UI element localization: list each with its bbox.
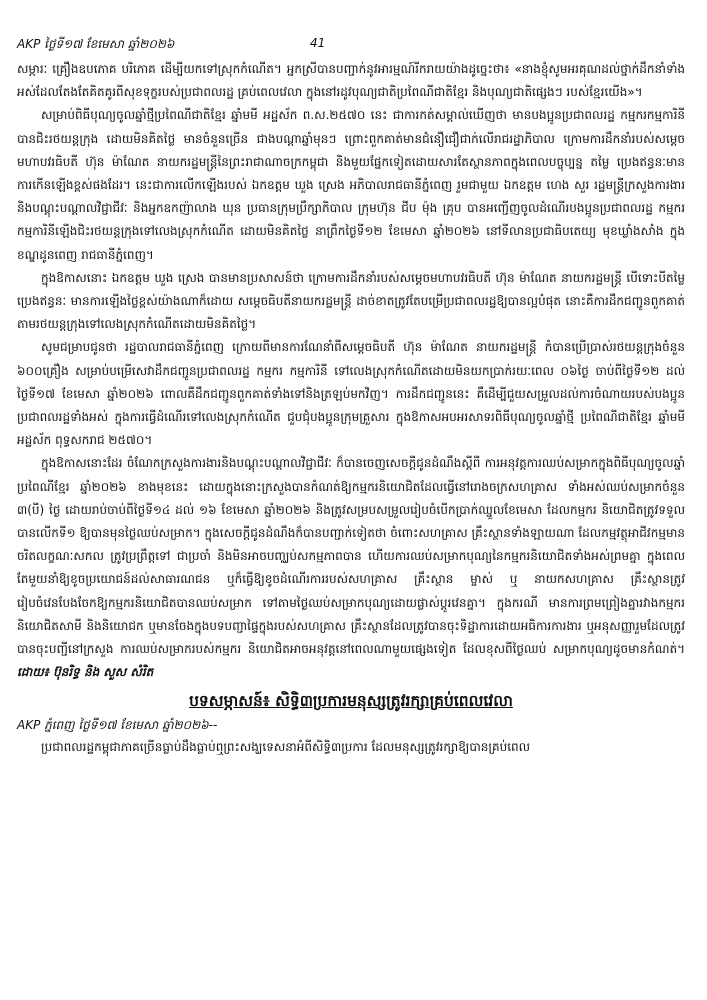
paragraph-2: សម្រាប់ពិធីបុណ្យចូលឆ្នាំថ្មីប្រពៃណីជាតិខ្មែរ ឆ្នាំមមី អដ្ឋស័ក ព.ស.២៥៧០ នេះ ជាការកត់សម្គាល់ឃើញថា មានបងប្អូនប្រជាពលរដ្ឋ កម្មករកម្មការិនី បានជិះរថយន្តក្រុង ដោយមិនគិតថ្លៃ មានចំនួនច្រើន ជាងបណ្តាឆ្នាំមុនៗ ព្រោះពួកគាត់មានជំនឿជឿជាក់លើរាជរដ្ឋាភិបាល ក្រោមការដឹកនាំរបស់សម្តេចមហាបវរធិបតី ហ៊ុន ម៉ាណែត នាយករដ្ឋមន្ត្រីនៃព្រះរាជាណាចក្រកម្ពុជា និងមួយផ្នែកទៀតដោយសារតែស្ថានភាពក្នុងពេលបច្ចុប្បន្ន តម្លៃ ប្រេងឥន្ធនៈមានការកើនឡើងខ្ពស់ផងដែរ។ នេះជាការលើកឡើងរបស់ ឯកឧត្តម ឃួង ស្រេង អភិបាលរាជធានីភ្នំពេញ រួមជាមួយ ឯកឧត្តម ហេង សួរ រដ្ឋមន្ត្រីក្រសួងការងារ និងបណ្តុះបណ្តាលវិជ្ជាជីវៈ និងអ្នកឧកញ៉ាលាង ឃុន ប្រធានក្រុមប្រឹក្សាភិបាល ក្រុមហ៊ុន ជីប ម៉ុង គ្រុប បានអញ្ជើញចូលដំណើរបងប្អូនប្រជាពលរដ្ឋ កម្មករ កម្មការិនីឡើងជិះរថយន្តក្រុងទៅលេងស្រុកកំណើត ដោយមិនគិតថ្លៃ នាព្រឹកថ្ងៃទី១២ ខែមេសា ឆ្នាំ២០២៦ នៅទីលានប្រជាធិបតេយ្យ មុខឃ្លាំងសាំង ក្នុងខណ្ឌដូនពេញ រាជធានីភ្នំពេញ។ xyxy=(17,108,685,262)
page-number: 41 xyxy=(310,36,326,50)
paragraph-1: សម្ភារៈ គ្រឿងឧបភោគ បរិភោគ ដើម្បីយកទៅស្រុកកំណើត។ អ្នកស្រីបានបញ្ជាក់នូវអារម្មណ៍រីករាយយ៉ាងដូច្នេះថា៖ «នាងខ្ញុំសូមអរគុណដល់ថ្នាក់ដឹកនាំទាំងអស់ដែលតែងតែគិតគូរពីសុខទុក្ខរបស់ប្រជាពលរដ្ឋ គ្រប់ពេលវេលា ក្នុងនៅរដូវបុណ្យជាតិប្រពៃណីជាតិខ្មែរ និងបុណ្យជាតិផ្សេងៗ របស់ខ្មែរយើង»។ xyxy=(17,62,685,100)
article-dateline: AKP ភ្នំពេញ ថ្ងៃទី១៧ ខែមេសា ឆ្នាំ២០២៦-- xyxy=(17,718,218,733)
paragraph-3: ក្នុងឱកាសនោះ ឯកឧត្តម ឃួង ស្រេង បានមានប្រសាសន៍ថា ក្រោមការដឹកនាំរបស់សម្តេចមហាបវរធិបតី ហ៊ុន ម៉ាណែត នាយករដ្ឋមន្ត្រី បើទោះបីតម្លៃប្រេងឥន្ធនៈ មានការឡើងថ្លៃខ្ពស់យ៉ាងណាក៏ដោយ សម្តេចធិបតីនាយករដ្ឋមន្ត្រី ដាច់ខាតត្រូវតែបម្រើប្រជាពលរដ្ឋឱ្យបានល្អបំផុត នោះគឺការដឹកជញ្ជូនពួកគាត់តាមរថយន្តក្រុងទៅលេងស្រុកកំណើតដោយមិនគិតថ្លៃ។ xyxy=(17,270,685,332)
page-header xyxy=(17,36,685,56)
paragraph-5-text: ក្នុងឱកាសនោះដែរ ចំណែកក្រសួងការងារនិងបណ្តុះបណ្តាលវិជ្ជាជីវៈ ក៏បានចេញសេចក្តីជូនដំណឹងស្តីពី ការអនុវត្តការឈប់សម្រាកក្នុងពិធីបុណ្យចូលឆ្នាំប្រពៃណីខ្មែរ ឆ្នាំ២០២៦ ខាងមុខនេះ ដោយក្នុងនោះក្រសួងបានកំណត់ឱ្យកម្មករនិយោជិតដែលធ្វើនៅរោងចក្រសហគ្រាស ទាំងអស់ឈប់សម្រាកចំនួន ៣(បី) ថ្ងៃ ដោយរាប់ចាប់ពីថ្ងៃទី១៤ ដល់ ១៦ ខែមេសា ឆ្នាំ២០២៦ និងត្រូវសម្របសម្រួលរៀបចំបើកប្រាក់ឈ្នួលខែមេសា ដែលកម្មករ និយោជិតត្រូវទទួលបានលើកទី១ ឱ្យបានមុនថ្ងៃឈប់សម្រាក។ ក្នុងសេចក្តីជូនដំណឹងក៏បានបញ្ជាក់ទៀតថា ចំពោះសហគ្រាស គ្រឹះស្ថានទាំងឡាយណា ដែលកម្មវត្ថុអាជីវកម្មមានចរិតលក្ខណៈសកល ត្រូវប្រព្រឹត្តទៅ ជាប្រចាំ និងមិនអាចបញ្ឈប់សកម្មភាពបាន ហើយការឈប់សម្រាកបុណ្យនៃកម្មករនិយោជិតទាំងអស់ព្រមគ្នា ក្នុងពេលតែមួយនាំឱ្យខូចប្រយោជន៍ដល់សាធារណជន ឬក៏ធ្វើឱ្យខូចដំណើរការរបស់សហគ្រាស គ្រឹះស្ថាន ម្ចាស់ ឬ នាយកសហគ្រាស គ្រឹះស្ថានត្រូវរៀបចំវេនបែងចែកឱ្យកម្មករនិយោជិតបានឈប់សម្រាក ទៅតាមថ្ងៃឈប់សម្រាកបុណ្យដោយផ្លាស់ប្តូរវេនគ្នា។ ក្នុងករណី មានការព្រមព្រៀងគ្នារវាងកម្មករ និយោជិតសាមី និងនិយោជក ឬមានចែងក្នុងបទបញ្ជាផ្ទៃក្នុងរបស់សហគ្រាស គ្រឹះស្ថានដែលត្រូវបានចុះទិដ្ឋាការដោយអធិការការងារ ឬអនុសញ្ញារួមដែលត្រូវបានចុះបញ្ជីនៅក្រសួង ការឈប់សម្រាករបស់កម្មករ និយោជិតអាចអនុវត្តនៅពេលណាមួយផ្សេងទៀត ដែលខុសពីថ្ងៃឈប់ សម្រាកបុណ្យដូចមានកំណត់។ xyxy=(17,456,685,657)
source-date-header: AKP ថ្ងៃទី១៧ ខែមេសា ឆ្នាំ២០២៦ xyxy=(17,37,175,51)
article-body xyxy=(17,58,685,760)
paragraph-4: សូមជម្រាបជូនថា រដ្ឋបាលរាជធានីភ្នំពេញ ក្រោយពីមានការណែនាំពីសម្តេចធិបតី ហ៊ុន ម៉ាណែត នាយករដ្ឋមន្ត្រី កំបានប្រើប្រាស់រថយន្តក្រុងចំនួន ៦០០គ្រឿង សម្រាប់បម្រើសេវាដឹកជញ្ជូនប្រជាពលរដ្ឋ កម្មករ កម្មការិនី ទៅលេងស្រុកកំណើតដោយមិនយកប្រាក់រយៈពេល ០៦ថ្ងៃ ចាប់ពីថ្ងៃទី១២ ដល់ ថ្ងៃទី១៧ ខែមេសា ឆ្នាំ២០២៦ ពោលគឺដឹកជញ្ជូនពួកគាត់ទាំងទៅនិងត្រឡប់មកវិញ។ ការដឹកជញ្ជូននេះ គឺដើម្បីជួយសម្រួលដល់ការចំណាយរបស់បងប្អូនប្រជាពលរដ្ឋទាំងអស់ ក្នុងការធ្វើដំណើរទៅលេងស្រុកកំណើត ជួបជុំបងប្អូនក្រុមគ្រួសារ ក្នុងឱកាសអបអរសាទរពិធីបុណ្យចូលឆ្នាំថ្មី ប្រពៃណីជាតិខ្មែរ ឆ្នាំមមី អដ្ឋស័ក ពុទ្ធសករាជ ២៥៧០។ xyxy=(17,340,685,448)
author-byline: ដោយ៖ ប៊ុនរិទ្ធ និង សួស សំរិត xyxy=(17,665,154,680)
paragraph-5 xyxy=(17,452,685,684)
article-headline: បទសម្ភាសន៍៖ សិទ្ធិ៣ប្រការមនុស្សត្រូវរក្សាគ្រប់ពេលវេលា xyxy=(189,691,513,711)
article-lead: ប្រជាពលរដ្ឋកម្ពុជាភាគច្រើនធ្លាប់ដឹងធ្លាប់ឮព្រះសង្ឃទេសនាអំពីសិទ្ធិ៣ប្រការ ដែលមនុស្សត្រូវរក្សាឱ្យបានគ្រប់ពេល xyxy=(41,740,531,755)
